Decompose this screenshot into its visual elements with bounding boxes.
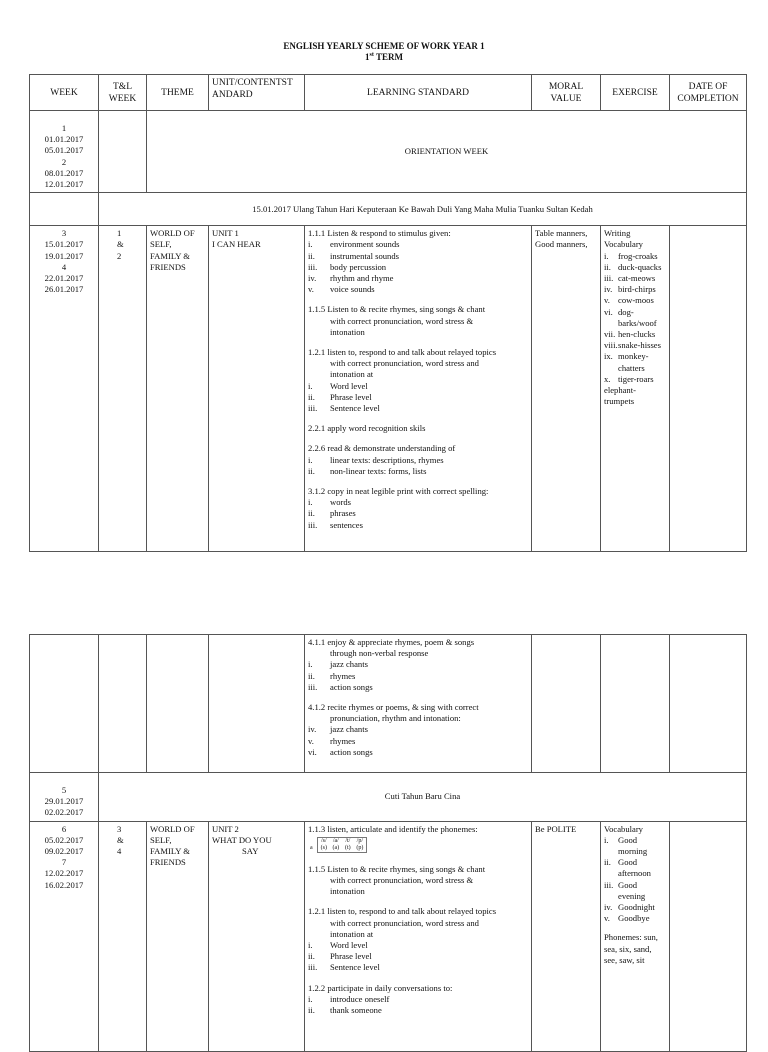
- learning-standard-item: i. jazz chants: [308, 659, 368, 670]
- orientation-week-cell: 1 01.01.2017 05.01.2017 2 08.01.2017 12.01.2017: [30, 111, 99, 193]
- exercise-item: x. tiger-roars: [604, 373, 654, 384]
- holiday-1-label: 15.01.2017 Ulang Tahun Hari Keputeraan Ke Bawah Duli Yang Maha Mulia Tuanku Sultan Kedah: [99, 193, 747, 226]
- unit-2-row: [30, 821, 747, 1051]
- scheme-table-2: [29, 634, 747, 1052]
- learning-standard-item: i. words: [308, 497, 352, 508]
- exercise-item: iii. Good evening: [604, 879, 646, 901]
- exercise-item: i. Good morning: [604, 834, 648, 857]
- unit-1-theme: WORLD OF SELF, FAMILY & FRIENDS: [147, 226, 209, 552]
- exercise-item: v. Goodbye: [604, 913, 650, 924]
- exercise-item: iii. cat-meows: [604, 273, 656, 284]
- unit-2-date-of-completion: [670, 821, 747, 1051]
- holiday-row-1: [30, 193, 747, 226]
- holiday-2-week-cell: 5 29.01.2017 02.02.2017: [30, 773, 99, 822]
- exercise-item: ii. duck-quacks: [604, 261, 662, 272]
- unit-2-exercise: Vocabulary i. Good morning ii. Good afternoon iii. Good evening iv. Goodnight v. Goodbye Phonemes: sun, sea, six, sand, see, saw, sit: [601, 821, 670, 1051]
- learning-standard-item: i. environment sounds: [308, 239, 400, 250]
- term-number: 1: [365, 52, 370, 62]
- learning-standard-item: ii. thank someone: [308, 1005, 382, 1016]
- learning-standard-item: iii. sentences: [308, 519, 363, 530]
- unit-2-unit-cell: UNIT 2 WHAT DO YOU SAY: [209, 821, 305, 1051]
- learning-standard-item: ii. instrumental sounds: [308, 250, 399, 261]
- learning-standard-item: v. rhymes: [308, 735, 356, 746]
- unit-1-tl-cell: 1 & 2: [99, 226, 147, 552]
- learning-standard-item: ii. rhymes: [308, 670, 356, 681]
- header-date-of-completion: DATE OF COMPLETION: [670, 75, 747, 111]
- exercise-item: vii. hen-clucks: [604, 329, 656, 340]
- learning-standard-item: iii. action songs: [308, 681, 373, 692]
- term-suffix: st: [369, 52, 374, 58]
- unit-1-learning-standard: 1.1.1 Listen & respond to stimulus given: i. environment sounds ii. instrumental sounds iii. body percussion iv. rhythm and rhyme v. voice sounds 1.1.5 Listen to & recite rhymes, sing songs & chant with correct pronunciation, word stress & intonation 1.2.1 listen to, respond to and talk about relayed topics with correct pronunciation, word stress and intonation at i. Word level ii. Phrase level iii. Sentence level 2.2.1 apply word recognition skils 2.2.6 read & demonstrate understanding of i. linear texts: descriptions, rhymes ii. non-linear texts: forms, lists 3.1.2 copy in neat legible print with correct spelling: i. words ii. phrases iii. sentences: [305, 226, 532, 552]
- header-learning-standard: LEARNING STANDARD: [305, 75, 532, 111]
- exercise-item: iv. bird-chirps: [604, 284, 656, 295]
- term-heading: [0, 52, 768, 62]
- learning-standard-item: v. voice sounds: [308, 284, 375, 295]
- header-week: WEEK: [30, 75, 99, 111]
- orientation-row: [30, 111, 747, 193]
- unit-2-moral-value: Be POLITE: [532, 821, 601, 1051]
- continuation-tl-cell: [99, 635, 147, 773]
- continuation-theme-cell: [147, 635, 209, 773]
- holiday-1-week-cell: [30, 193, 99, 226]
- learning-standard-item: iii. body percussion: [308, 261, 387, 272]
- unit-2-learning-standard: 1.1.3 listen, articulate and identify the phonemes: a /s/ /a/ /t/ /p/ (s) (a) (t) (p) 1.1.5 Listen to & recite rhymes, sing songs & chant with correct pronunciation, word stress & intonation 1.2.1 listen to, respond to and talk about relayed topics with correct pronunciation, word stress and intonation at i. Word level ii. Phrase level iii. Sentence level 1.2.2 participate in daily conversations to: i. introduce oneself ii. thank someone: [305, 821, 532, 1051]
- learning-standard-item: ii. Phrase level: [308, 391, 372, 402]
- learning-standard-item: i. Word level: [308, 940, 368, 951]
- header-tl-week: T&L WEEK: [99, 75, 147, 111]
- holiday-2-label: Cuti Tahun Baru Cina: [99, 773, 747, 822]
- holiday-row-2: [30, 773, 747, 822]
- header-moral-value: MORAL VALUE: [532, 75, 601, 111]
- learning-standard-item: iii. Sentence level: [308, 962, 380, 973]
- learning-standard-item: vi. action songs: [308, 746, 373, 757]
- learning-standard-item: ii. Phrase level: [308, 951, 372, 962]
- exercise-item: ix. monkey-chatters: [604, 351, 649, 373]
- unit-2-week-cell: 6 05.02.2017 09.02.2017 7 12.02.2017 16.02.2017: [30, 821, 99, 1051]
- continuation-moral-cell: [532, 635, 601, 773]
- document-title: ENGLISH YEARLY SCHEME OF WORK YEAR 1: [283, 41, 485, 51]
- learning-standard-item: iv. rhythm and rhyme: [308, 273, 394, 284]
- unit-2-theme: WORLD OF SELF, FAMILY & FRIENDS: [147, 821, 209, 1051]
- header-unit: UNIT/CONTENTST ANDARD: [209, 75, 305, 111]
- continuation-learning-standard: 4.1.1 enjoy & appreciate rhymes, poem & songs through non-verbal response i. jazz chants ii. rhymes iii. action songs 4.1.2 recite rhymes or poems, & sing with correct pronunciation, rhythm and intonation: iv. jazz chants v. rhymes vi. action songs: [305, 635, 532, 773]
- orientation-week-label: ORIENTATION WEEK: [147, 111, 747, 193]
- unit-1-unit-cell: UNIT 1 I CAN HEAR: [209, 226, 305, 552]
- orientation-tl-cell: [99, 111, 147, 193]
- unit-1-week-cell: 3 15.01.2017 19.01.2017 4 22.01.2017 26.01.2017: [30, 226, 99, 552]
- exercise-item: iv. Goodnight: [604, 902, 655, 913]
- exercise-item: i. frog-croaks: [604, 250, 658, 261]
- continuation-date-cell: [670, 635, 747, 773]
- unit-2-tl-cell: 3 & 4: [99, 821, 147, 1051]
- continuation-exercise-cell: [601, 635, 670, 773]
- phoneme-table: a /s/ /a/ /t/ /p/ (s) (a) (t) (p): [308, 835, 528, 855]
- unit-1-exercise: Writing Vocabulary i. frog-croaks ii. duck-quacks iii. cat-meows iv. bird-chirps v. cow-moos vi. dog-barks/woof vii. hen-clucks viii. snake-hisses ix. monkey-chatters x. tiger-roars elephant-trumpets: [601, 226, 670, 552]
- continuation-unit-cell: [209, 635, 305, 773]
- header-theme: THEME: [147, 75, 209, 111]
- term-label: TERM: [375, 52, 403, 62]
- unit-1-moral-value: Table manners, Good manners,: [532, 226, 601, 552]
- learning-standard-item: ii. phrases: [308, 508, 356, 519]
- exercise-item: v. cow-moos: [604, 295, 654, 306]
- learning-standard-item: i. introduce oneself: [308, 993, 390, 1004]
- learning-standard-item: ii. non-linear texts: forms, lists: [308, 465, 427, 476]
- unit-1-date-of-completion: [670, 226, 747, 552]
- header-exercise: EXERCISE: [601, 75, 670, 111]
- exercise-item: viii. snake-hisses: [604, 340, 661, 351]
- continuation-row: [30, 635, 747, 773]
- continuation-week-cell: [30, 635, 99, 773]
- learning-standard-item: i. Word level: [308, 380, 368, 391]
- learning-standard-item: iv. jazz chants: [308, 724, 368, 735]
- exercise-item: vi. dog-barks/woof: [604, 306, 657, 328]
- learning-standard-item: i. linear texts: descriptions, rhymes: [308, 454, 444, 465]
- unit-1-row: [30, 226, 747, 552]
- learning-standard-item: iii. Sentence level: [308, 403, 380, 414]
- exercise-item: ii. Good afternoon: [604, 857, 651, 879]
- header-row: [30, 75, 747, 111]
- scheme-table-1: [29, 74, 747, 552]
